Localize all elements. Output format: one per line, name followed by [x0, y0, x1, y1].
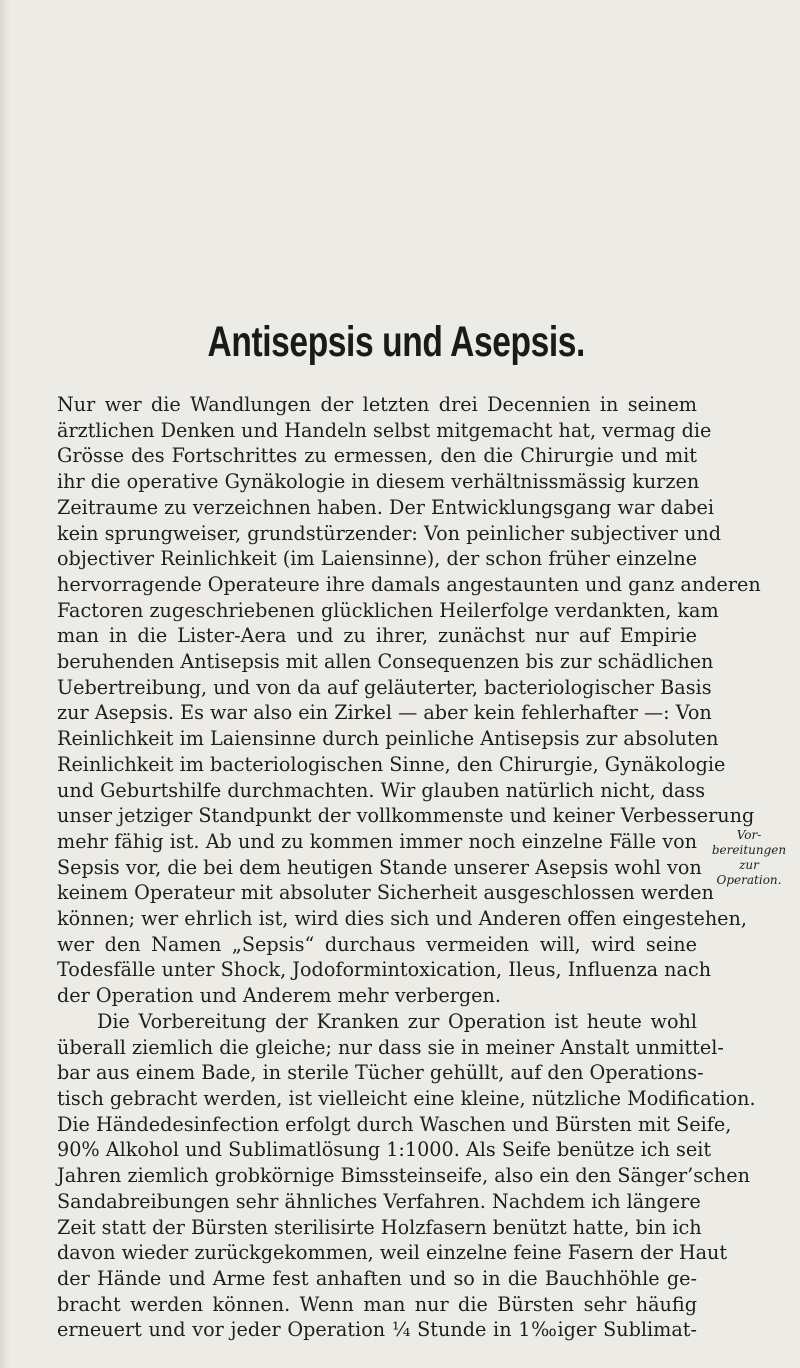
text-line: Nur wer die Wandlungen der letzten drei Decennien in seinem: [57, 393, 697, 416]
text-line: Jahren ziemlich grobkörnige Bimssteinseife, also ein den Sänger’schen: [57, 1164, 750, 1188]
page-edge-shadow: [0, 0, 10, 1368]
text-line: Todesfälle unter Shock, Jodoformintoxication, Ileus, Influenza nach: [57, 958, 712, 982]
text-line: bar aus einem Bade, in sterile Tücher gehüllt, auf den Operations-: [57, 1061, 704, 1085]
text-line: hervorragende Operateure ihre damals angestaunten und ganz anderen: [57, 572, 761, 596]
text-line: überall ziemlich die gleiche; nur dass sie in meiner Anstalt unmittel-: [57, 1035, 724, 1059]
margin-note-line: zur: [739, 858, 759, 872]
text-line: Sandabreibungen sehr ähnliches Verfahren. Nachdem ich längere: [57, 1189, 701, 1213]
text-line: objectiver Reinlichkeit (im Laiensinne), der schon früher einzelne: [57, 547, 698, 571]
text-line: mehr fähig ist. Ab und zu kommen immer noch einzelne Fälle von: [57, 829, 697, 853]
margin-note: [703, 828, 795, 888]
text-line: können; wer ehrlich ist, wird dies sich und Anderen offen eingestehen,: [57, 907, 747, 931]
text-line: tisch gebracht werden, ist vielleicht eine kleine, nützliche Modification.: [57, 1086, 756, 1110]
text-line: keinem Operateur mit absoluter Sicherheit ausgeschlossen werden: [57, 881, 714, 905]
text-line: Die Vorbereitung der Kranken zur Operation ist heute wohl: [97, 1009, 697, 1033]
text-line: 90% Alkohol und Sublimatlösung 1:1000. Als Seife benütze ich seit: [57, 1138, 712, 1162]
margin-note-line: bereitungen: [711, 843, 787, 857]
text-line: zur Asepsis. Es war also ein Zirkel — aber kein fehlerhafter —: Von: [57, 701, 712, 725]
text-line: beruhenden Antisepsis mit allen Consequenzen bis zur schädlichen: [57, 650, 714, 674]
text-line: ärztlichen Denken und Handeln selbst mitgemacht hat, vermag die: [57, 418, 712, 442]
text-line: man in die Lister-Aera und zu ihrer, zunächst nur auf Empirie: [57, 624, 697, 648]
text-line: der Operation und Anderem mehr verbergen.: [57, 984, 501, 1008]
text-line: Reinlichkeit im Laiensinne durch peinliche Antisepsis zur absoluten: [57, 727, 719, 751]
text-line: Reinlichkeit im bacteriologischen Sinne, den Chirurgie, Gynäkologie: [57, 752, 726, 776]
text-line: und Geburtshilfe durchmachten. Wir glauben natürlich nicht, dass: [57, 778, 706, 802]
text-line: unser jetziger Standpunkt der vollkommenste und keiner Verbesserung: [57, 804, 755, 828]
text-line: erneuert und vor jeder Operation ¼ Stunde in 1‰iger Sublimat-: [57, 1318, 697, 1342]
text-line: bracht werden können. Wenn man nur die Bürsten sehr häufig: [57, 1292, 697, 1316]
text-line: ihr die operative Gynäkologie in diesem verhältnissmässig kurzen: [57, 470, 700, 494]
text-line: Factoren zugeschriebenen glücklichen Heilerfolge verdankten, kam: [57, 598, 719, 622]
margin-note-line: Vor-: [736, 828, 762, 842]
text-line: wer den Namen „Sepsis“ durchaus vermeiden will, wird seine: [57, 932, 697, 956]
text-line: Zeit statt der Bürsten sterilisirte Holzfasern benützt hatte, bin ich: [57, 1215, 702, 1239]
text-line: Grösse des Fortschrittes zu ermessen, den die Chirurgie und mit: [57, 444, 697, 468]
text-line: Sepsis vor, die bei dem heutigen Stande unserer Asepsis wohl von: [57, 855, 702, 879]
text-line: Uebertreibung, und von da auf geläuterter, bacteriologischer Basis: [57, 675, 712, 699]
chapter-title: Antisepsis und Asepsis.: [207, 318, 585, 366]
text-line: der Hände und Arme fest anhaften und so in die Bauchhöhle ge-: [57, 1266, 697, 1290]
text-line: kein sprungweiser, grundstürzender: Von peinlicher subjectiver und: [57, 521, 722, 545]
text-line: Zeitraume zu verzeichnen haben. Der Entwicklungsgang war dabei: [57, 495, 715, 519]
text-line: Die Händedesinfection erfolgt durch Waschen und Bürsten mit Seife,: [57, 1112, 732, 1136]
text-line: davon wieder zurückgekommen, weil einzelne feine Fasern der Haut: [57, 1241, 728, 1265]
margin-note-line: Operation.: [716, 873, 782, 887]
